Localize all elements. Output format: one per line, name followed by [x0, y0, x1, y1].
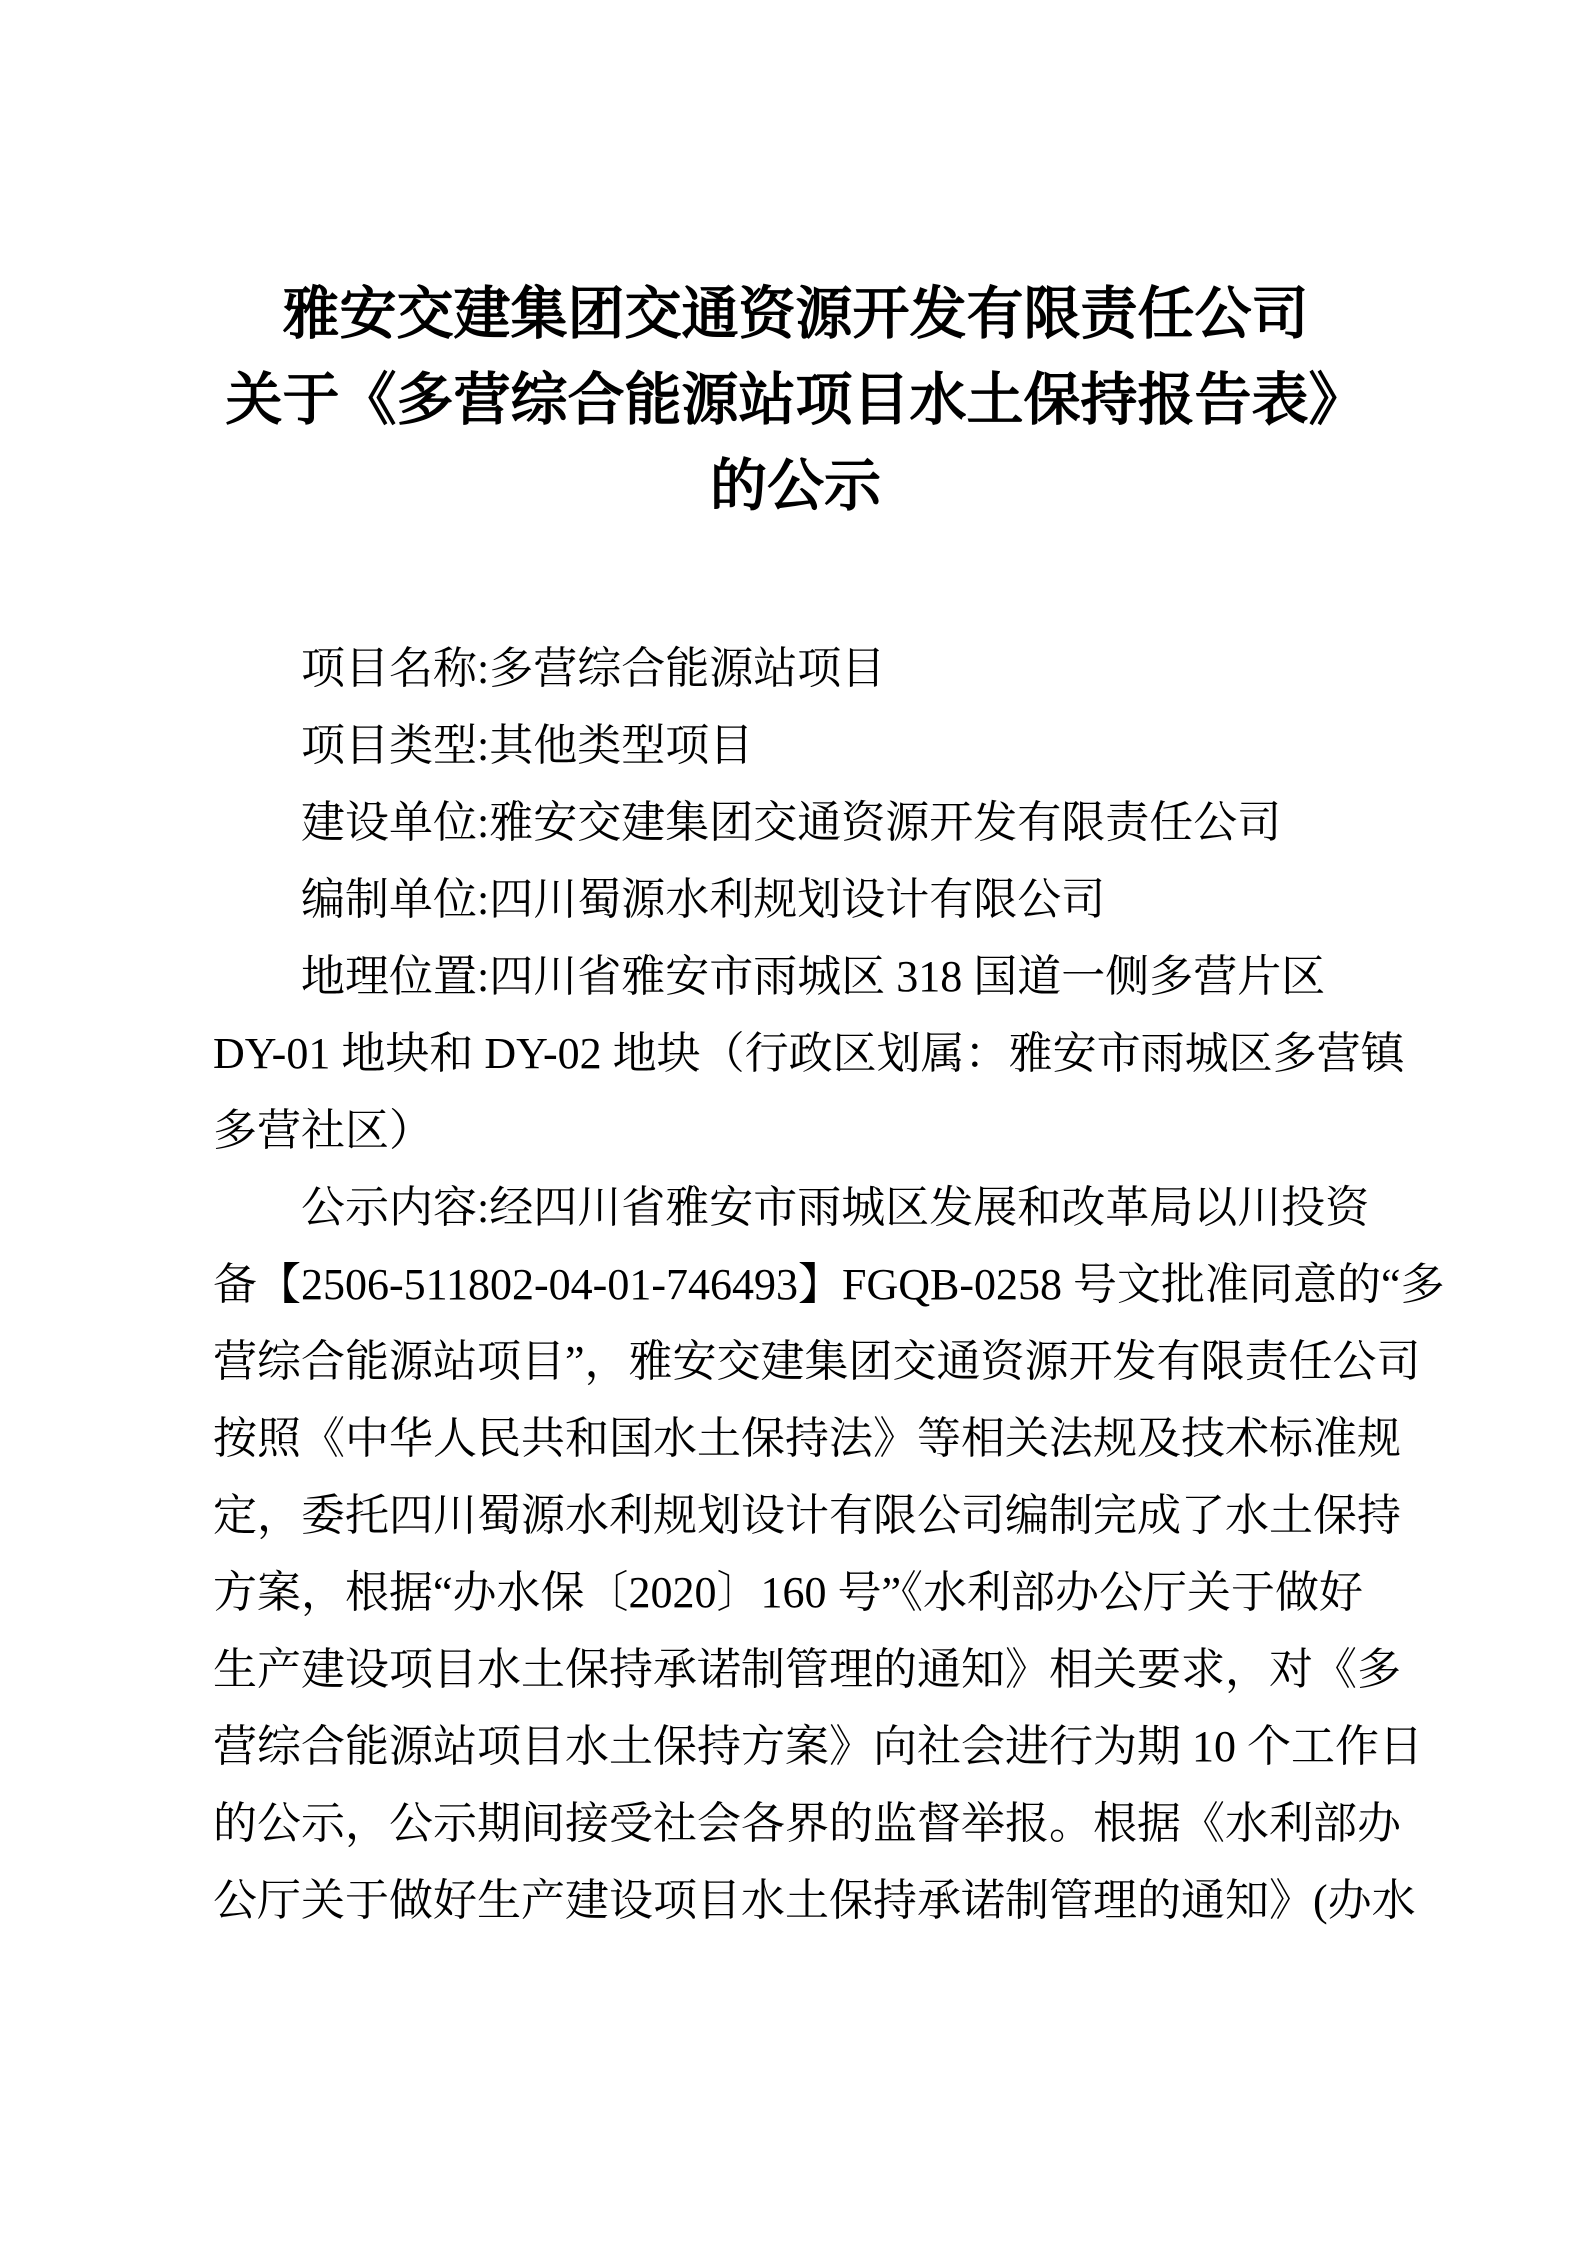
body-line-location-2: DY-01 地块和 DY-02 地块（行政区划属：雅安市雨城区多营镇 — [213, 1029, 1405, 1078]
body-line-notice-content-9: 的公示，公示期间接受社会各界的监督举报。根据《水利部办 — [213, 1799, 1401, 1848]
body-line-notice-content-10: 公厅关于做好生产建设项目水土保持承诺制管理的通知》(办水 — [213, 1876, 1416, 1925]
body-line-notice-content-7: 生产建设项目水土保持承诺制管理的通知》相关要求，对《多 — [213, 1645, 1401, 1694]
body-line-construction-unit: 建设单位:雅安交建集团交通资源开发有限责任公司 — [301, 798, 1282, 847]
document-title — [213, 272, 1378, 530]
document-body — [213, 630, 1445, 1939]
body-line-notice-content-8: 营综合能源站项目水土保持方案》向社会进行为期 10 个工作日 — [213, 1722, 1423, 1771]
title-line-2: 关于《多营综合能源站项目水土保持报告表》 — [225, 369, 1366, 432]
body-line-project-type: 项目类型:其他类型项目 — [301, 721, 754, 770]
body-line-notice-content-2: 备【2506-511802-04-01-746493】FGQB-0258 号文批准同意的“多 — [213, 1260, 1445, 1309]
body-line-notice-content-3: 营综合能源站项目”，雅安交建集团交通资源开发有限责任公司 — [213, 1337, 1421, 1386]
body-line-location-1: 地理位置:四川省雅安市雨城区 318 国道一侧多营片区 — [301, 952, 1326, 1001]
body-line-compilation-unit: 编制单位:四川蜀源水利规划设计有限公司 — [301, 875, 1106, 924]
body-line-location-3: 多营社区） — [213, 1106, 433, 1155]
body-line-notice-content-5: 定，委托四川蜀源水利规划设计有限公司编制完成了水土保持 — [213, 1491, 1401, 1540]
title-line-3: 的公示 — [710, 455, 881, 518]
body-line-project-name: 项目名称:多营综合能源站项目 — [301, 644, 886, 693]
body-line-notice-content-6: 方案，根据“办水保〔2020〕160 号”《水利部办公厅关于做好 — [213, 1568, 1364, 1617]
body-line-notice-content-1: 公示内容:经四川省雅安市雨城区发展和改革局以川投资 — [301, 1183, 1370, 1232]
title-line-1: 雅安交建集团交通资源开发有限责任公司 — [282, 283, 1309, 346]
body-line-notice-content-4: 按照《中华人民共和国水土保持法》等相关法规及技术标准规 — [213, 1414, 1401, 1463]
